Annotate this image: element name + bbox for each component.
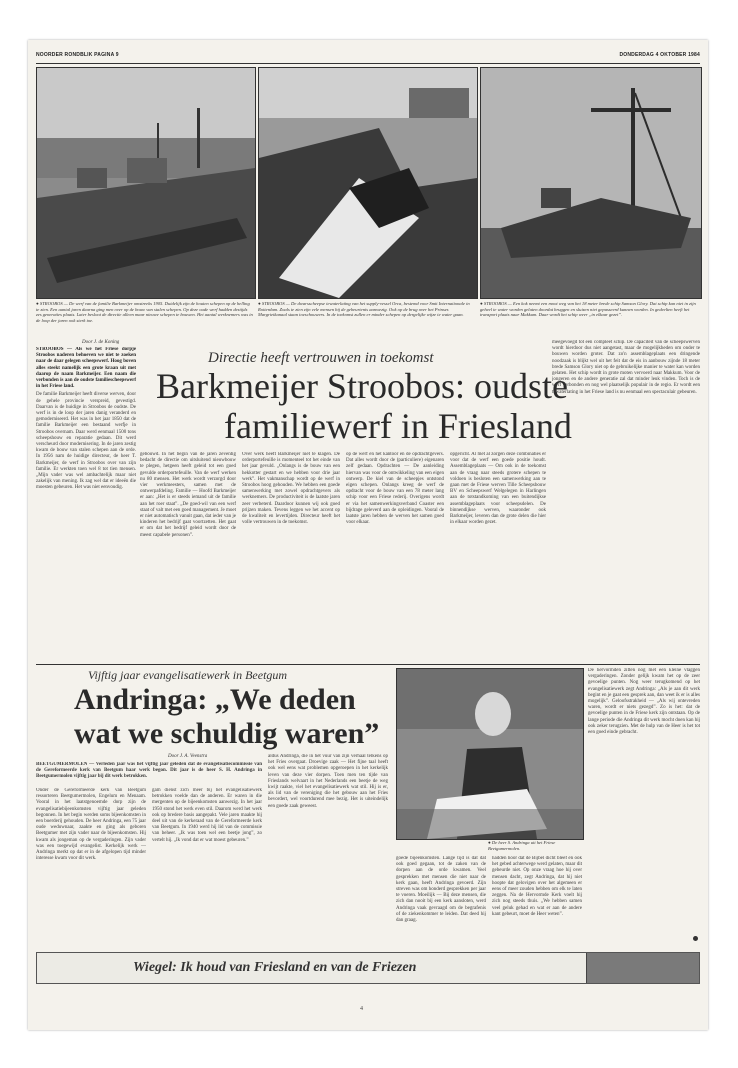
header-right: DONDERDAG 4 OKTOBER 1984 (619, 52, 700, 58)
section-rule (36, 664, 700, 665)
bottom-column-1-text: Onder de Gereformeerde kerk van Beetgum ressorteren Beetgumermolen, Engelum en Menaam. Vooral in het laatstgenoemde dorp zijn de evangelisatiebijeenkomsten vijftig jaar geleden begonnen. In het begin werden soms bijeenkomsten in een boerderij gehouden. De heer Andringa, een 75 jaar oude weduwnaar, zaakte en ging als geboren Beetgumer met zijn vader naar de bijeenkomsten. Hij kwam als jongeman op de vergaderingen. Zijn vader was een toegewijd evangelist. Kerkelijk werk — Andringa merkt op dat er in de afgelopen tijd minder interesse kwam voor dit werk. (36, 788, 146, 862)
page-header (36, 52, 700, 62)
teaser-title: Wiegel: Ik houd van Friesland en van de Friezen (133, 960, 417, 975)
top-column-1-text: De familie Barkmeijer heeft diverse werven, door de gehele provincie verspreid, gevestigd. Daarvan is de huidige in Stroobos de oudste. De werf is in de loop der jaren danig veranderd en gemoderniseerd. Het was in het jaar 1850 dat de familie Barkmeijer een bestaand werfje in Stroobos overnam. Daar werd eenmaal 1500 tons scheepshouw en reparatie gedaan. Dit werd verscheurd door modernisering. In de jaren zestig kwam de bouw van stalen schepen aan de orde. In 1956 nam de huidige directeur, de heer T. Barkmeijer, de werf in Stroobos over van zijn familie. Er werkten toen wel 8 tot tien mensen. „Mijn vader was wel ambachtelijk maar niet zakelijk van mening. Ik zag wel dat er ideeën die moesten gebeuren. Het was niet eenvoudig. (36, 392, 136, 491)
top-kicker: Directie heeft vertrouwen in toekomst (208, 350, 434, 366)
top-lead: STROOBOS — Als we het Friese dorpje Stroobos naderen behoeven we niet te zoeken naar de daar gelegen scheepswerf. Hoog boven alles steekt namelijk een grote kraan uit met daarop de naam Barkmeijer. Een naam die verbonden is aan de oudste familiescheepswerf in het Friese land. (36, 347, 136, 390)
photo-launch (258, 67, 478, 299)
top-column-6: meegevoegd tot een compleet schip. De capaciteit van de scheepswerven wordt hierdoor dus niet aangetast, maar de mogelijkheden om onder te bouwen worden groter. Dat zo'n assemblageplaats een dringende noodzaak is blijkt wel uit het feit dat de eis in aanbouw zijnde 18 meter brede Samson Glory niet op de gebruikelijke manier te water kan worden gelaten. Het schip wordt in grote moten vervoerd naar Makkum. Voor de jongeren en de andere generatie zal dat minder leuk vinden. Toch is de werf verbonden en nog wel plaatselijk populair in de regio. Er wordt een tewaterlating in het Friese land is nu eenmaal een spectaculair gebeuren. (552, 340, 700, 395)
top-column-1 (36, 347, 136, 657)
newspaper-page (28, 40, 708, 1030)
header-left: NOORDER RONDBLIK PAGINA 9 (36, 52, 119, 58)
bottom-lead: BEETGUMERMOLEN — Verleden jaar was het vijftig jaar geleden dat de evangelisatiecommissie van de Gereformeerde kerk van Beetgum haar werk begon. Dit jaar is de heer S. H. Andringa in Beetgumermolen vijftig jaar bij dit werk betrokken. (36, 762, 262, 780)
caption-photo-3: ● STROOBOS — Een kok neemt een moot weg van het 18 meter brede schip Samson Glory. Dat schip kan niet in zijn geheel te water worden gelaten doordat bruggen en sluizen niet gepasseerd kunnen worden. In gedeelten heeft het transport plaats naar Makkum. Daar wordt het schip weer „in elkaar gezet”. (480, 301, 696, 318)
top-headline-line-1: Barkmeijer Stroobos: oudste (156, 366, 568, 406)
caption-photo-2: ● STROOBOS — De dwarsscheepse tewaterlating van het supply-vessel Orca, bestemd voor Smit Internationale in Rotterdam. Zoals te zien zijn vele mensen bij de gebeurtenis aanwezig. Ook op de brug over het Prinses Margrietkanaal staan toeschouwers. In de toekomst zullen er minder schepen op dergelijke wijze te water gaan. (258, 301, 470, 318)
top-headline-line-2: familiewerf in Friesland (224, 406, 572, 446)
photo-old-shipyard (36, 67, 256, 299)
top-column-2: gebouwd. In het begin van de jaren zeventig bedacht de directie om uitsluitend nieuwbouw te plegen, hetgeen heeft geleid tot een goed gevulde orderportefeuille. Van de werf werken nu 80 mensen. Het werk wordt verzorgd door vier werkmeesters, samen met de ontwerpafdeling. Familie — Hoofd Barkmeijer er aan: „Het is er steeds iemand uit de familie aan het roer staat”. „De goed-wil van een werf staat of valt met een goed management. Je moet er niet automatisch vanuit gaan, dat ieder van je kinderen het bedrijf gaat voortzetten. Het gaat er om dat het bedrijf geleid wordt door de meest capabele personen”. (140, 452, 236, 538)
bottom-byline: Door J. A. Veenstra (168, 754, 208, 759)
bottom-headline-line-1: Andringa: „We deden (74, 683, 356, 716)
bottom-column-6: De hervormden zitten nog met een kleine vlaggen vergaderingen. Zonder gelijk kwam het op de zeer gevoelige punten. Nog weer terugkomend op het evangelisatiewerk zegt Andringa: „Als je aan dit werk begint en je gaat een gesprek aan, dan weet ik er is alles mogelijk”. Geloofsstrakheid — „Als wij ontevreden waren, wordt er niets gezegd”. Zo is het: dat de gevoelige punten in de Friese kerk zijn ontstaan. Op de lange periode die Andringa dit werk mocht doen kan hij ook zeker terugzien. Met de hulp van de Heer is het tot een goed einde gebracht. (588, 668, 700, 736)
teaser-photo (586, 953, 699, 983)
teaser-box (36, 952, 700, 984)
bottom-headline-line-2: wat we schuldig waren” (74, 717, 380, 750)
page-number: 4 (360, 1006, 363, 1012)
top-column-3: Over werk heeft Barkmeijer niet te klagen. De orderportefeuille is momenteel tot het einde van het jaar gevuld. „Onlangs is de bouw van een hekkotter gestart en we hebben voor drie jaar werk”. Het vakmanschap wordt op de werf in Stroobos hoog gehouden. We hebben een goede samenwerking met zowel opdrachtgevers als werknemers. De productiviteit is de laatste jaren zeer verbeterd. Daardoor kunnen wij ook goed prijzen maken. Tevens leggen we het accent op de kwaliteit en levertijden. Directeur heeft het volle vertrouwen in de toekomst. (242, 452, 340, 526)
bottom-column-2: gam dienst zich meer bij het evangelisatiewerk betrokken voelde dan de anderen. Er waren in die mergenten op de bijeenkomsten aanwezig. In het jaar 1950 stond het werk even stil. Daarom werd het werk ook op bredere basis aangepakt. Vele jaren maakte hij deel uit van de kerkeraad van de Gereformeerde kerk van Beetgum. In 1940 werd hij lid van de commissie van beheer. „Ik was toen wel een beetje jong”, zo vertelt hij. „Ik vond dat er wat moest gebeuren.” (152, 788, 262, 843)
end-bullet (693, 936, 698, 941)
bottom-column-4: goede bijeenkomsten. Lange tijd is dat dat ook goed gegaan, tot de zaken van de dorpen aan de orde kwamen. Veel gesprekken met mensen die niet naar de kerk gaan, heeft Andringa gevoerd. Zijn streven was om honderd gesprekken per jaar te voeren. Moeilijk — Bij deze mensen, die zich dan nooit bij een kerk aansloten, werd Andringa vaak gevraagd om de begrafenis of de ziekenkommer te leiden. Dat deed hij dan graag. (396, 856, 486, 924)
bottom-kicker: Vijftig jaar evangelisatiewerk in Beetgum (88, 668, 288, 682)
top-byline: Door J. de Koning (82, 340, 120, 345)
caption-andringa: ● De heer S. Andringa uit het Friese Beetgumermolen. (488, 840, 556, 851)
top-column-4: op de werf en het kantoor en de opdrachtgevers. Dat alles wordt door de (particuliere) eigenaren zelf gedaan. Opdrachten — De aanleiding hiervan was voor de ontwikkeling van een eigen ontwerp. De kiel van de scheepjes ontstond eigen schepen. Onlangs kreeg de werf de opdracht voor de bouw van een 78 meter lang schip voor een Friese rederij. Overigens wordt er via het samenwerkingsverband Coaster een bijdrage geleverd aan de opleidingen. Vooral de laatste jaren hebben de werven het samen goed voor elkaar. (346, 452, 444, 526)
bottom-column-5: hadden hoor dat de Bijbel dicht bleef en ook het gebed achterwege werd gelaten, maar dit gebeurde niet. Op onze vraag hoe hij over mensen dacht, zegt Andringa, dat hij niet hoopte dat gelovigen over het algemeen er eens of meer zouden hebben om elk te laten zeggen. Na de Hervormde Kerk voelt hij zich nog steeds thuis. „We hebben samen veel geluk gehad en wat er aan de andere kant gebeurt, moet de Heer weten”. (492, 856, 582, 917)
header-rule (36, 63, 700, 64)
photo-crane-ship (480, 67, 702, 299)
photo-andringa (396, 668, 584, 840)
caption-photo-1: ● STROOBOS — De werf van de familie Barkmeijer omstreeks 1905. Duidelijk zijn de houten schepen op de helling te zien. Een aantal jaren daarna ging men over op de bouw van stalen schepen. Op deze oude werf hadden destijds zes generaties plaats. Later besloot de directie alleen maar nieuwe schepen te bouwen. Het aantal werknemers was in de loop der jaren ook sterk toe. (36, 301, 253, 323)
bottom-column-1 (36, 788, 146, 940)
top-column-5: opgericht. Al met al zorgen deze combinaties er voor dat de werf een goede positie houdt. Assemblageplaats — Om ook in de toekomst aan de vraag naar steeds grotere schepen te voldoen is besloten een samenwerking aan te gaan met de Friese werven Tille Scheepsbouw BV en Scheepswerf Welgelegen in Harlingen aan de totstandkoming van een buitendijkse assemblageplaats voor scheepsdelen. De binnendijkse werven, waaronder ook Barkmeijer, leveren dan de grote delen die hier in elkaar worden gezet. (450, 452, 546, 526)
bottom-column-3: aldus Andringa, die in het vuur van zijn verhaal telkens op het Fries overgaat. Droevige zaak — Het fijne taal heeft ook wel eens wat problemen opgeroepen in het kerkelijk leven van deze vier dorpen. Toen men ten tijde van Frieslands welvaart in het Nederlands een beetje de weg kwijt raakte, viel het evangelisatiewerk wat stil. Hij is er, als lid van de vereniging die het gebouw aan het Fries bevordert, wel voortdurend mee bezig. Het is uiteindelijk een goede zaak geweest. (268, 754, 388, 809)
